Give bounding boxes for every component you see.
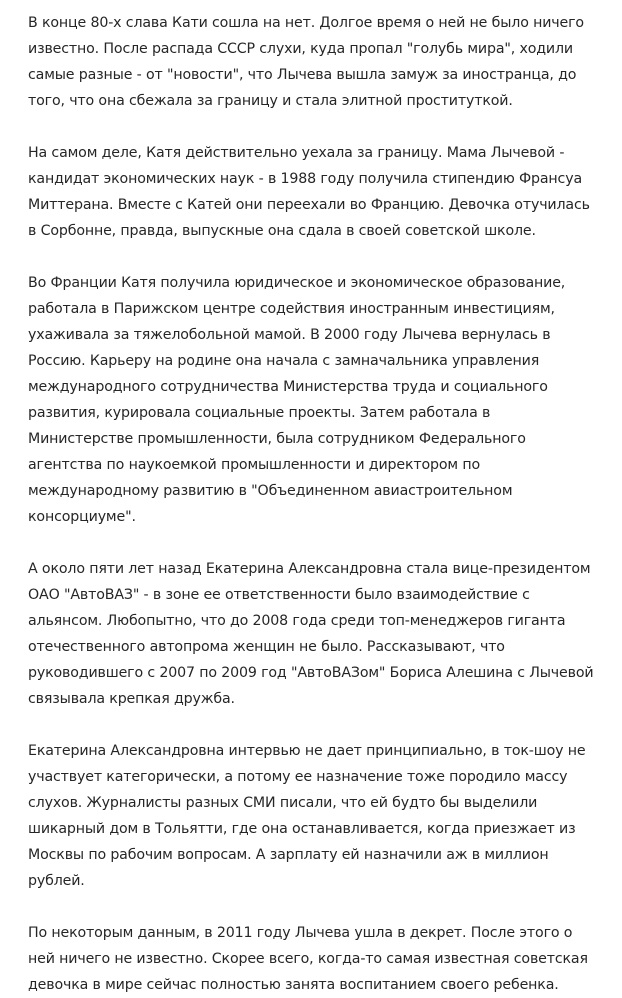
article-paragraph: Екатерина Александровна интервью не дает принципиально, в ток-шоу не участвует категорически, а потому ее назначение тоже породило массу слухов. Журналисты разных СМИ писали, что ей будто бы выделили шикарный дом в Тольятти, где она останавливается, когда приезжает из Москвы по рабочим вопросам. А зарплату ей назначили аж в миллион рублей. [28,743,586,889]
article-paragraph: А около пяти лет назад Екатерина Александровна стала вице-президентом ОАО "АвтоВАЗ" - в зоне ее ответственности было взаимодействие с альянсом. Любопытно, что до 2008 года среди топ-менеджеров гиганта отечественного автопрома женщин не было. Рассказывают, что руководившего с 2007 по 2009 год "АвтоВАЗом" Бориса Алешина с Лычевой связывала крепкая дружба. [28,561,594,707]
article-paragraph: По некоторым данным, в 2011 году Лычева ушла в декрет. После этого о ней ничего не известно. Скорее всего, когда-то самая известная советская девочка в мире сейчас полностью занята воспитанием своего ребенка. [28,925,588,993]
article-paragraph: Во Франции Катя получила юридическое и экономическое образование, работала в Парижском центре содействия иностранным инвестициям, ухаживала за тяжелобольной мамой. В 2000 году Лычева вернулась в Россию. Карьеру на родине она начала с замначальника управления международного сотрудничества Министерства труда и социального развития, курировала социальные проекты. Затем работала в Министерстве промышленности, была сотрудником Федерального агентства по наукоемкой промышленности и директором по международному развитию в "Объединенном авиастроительном консорциуме". [28,275,566,525]
article-paragraph: На самом деле, Катя действительно уехала за границу. Мама Лычевой - кандидат экономических наук - в 1988 году получила стипендию Франсуа Миттерана. Вместе с Катей они переехали во Францию. Девочка отучилась в Сорбонне, правда, выпускные она сдала в своей советской школе. [28,145,590,239]
article-paragraph: В конце 80-х слава Кати сошла на нет. Долгое время о ней не было ничего известно. После распада СССР слухи, куда пропал "голубь мира", ходили самые разные - от "новости", что Лычева вышла замуж за иностранца, до того, что она сбежала за границу и стала элитной проституткой. [28,15,584,109]
